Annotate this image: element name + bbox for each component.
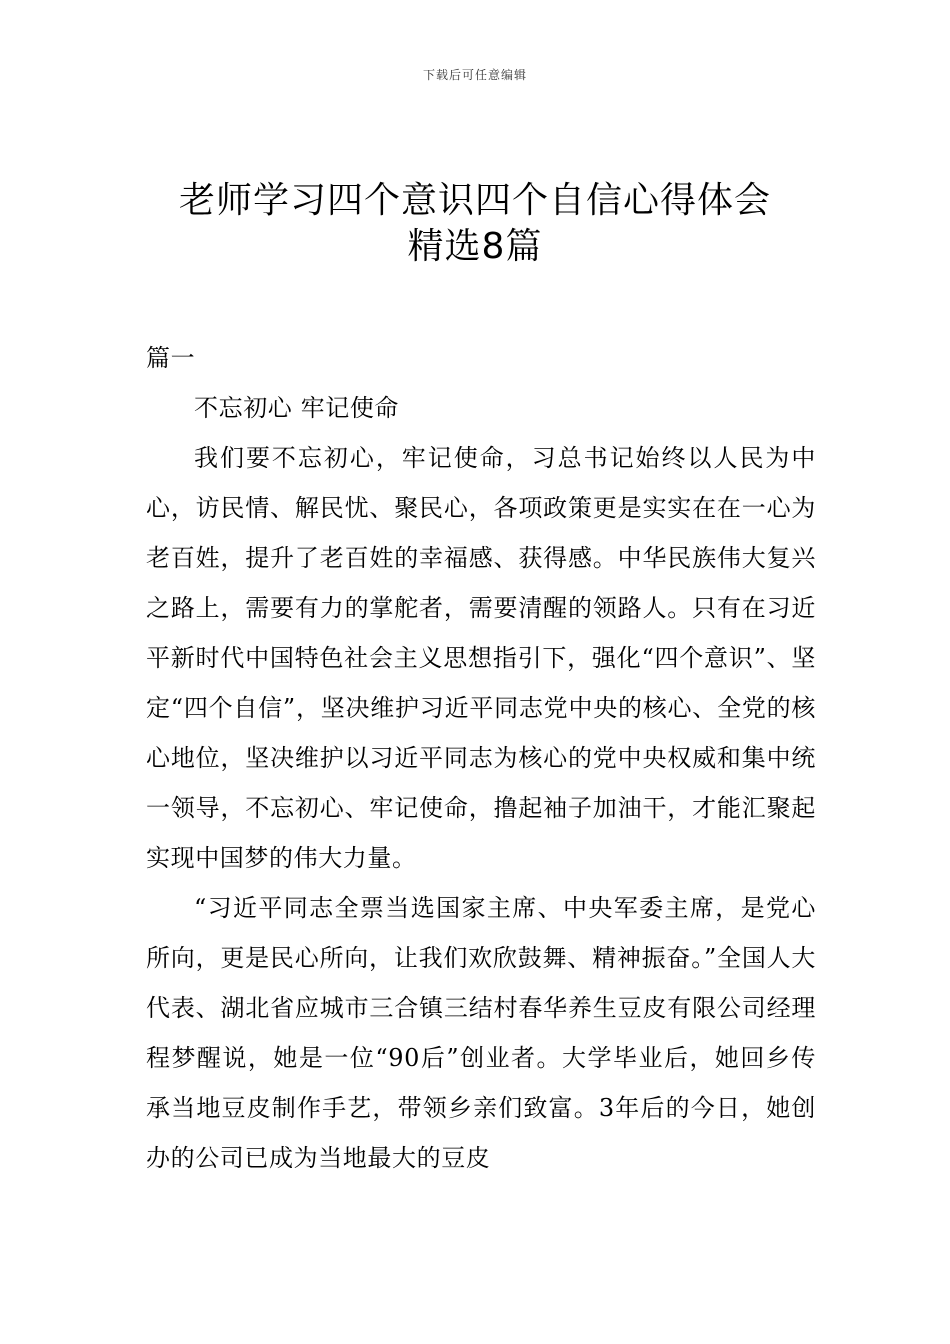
document-title [0,178,950,270]
section-label: 篇一 [146,344,196,372]
document-body [146,333,816,1183]
title-line-2: 精选8篇 [407,226,543,267]
paragraph-2: “习近平同志全票当选国家主席、中央军委主席，是党心所向，更是民心所向，让我们欢欣鼓舞、精神振奋。”全国人大代表、湖北省应城市三合镇三结村春华养生豆皮有限公司经理程梦醒说，她是一位“90后”创业者。大学毕业后，她回乡传承当地豆皮制作手艺，带领乡亲们致富。3年后的今日，她创办的公司已成为当地最大的豆皮 [146,894,816,1172]
paragraph-1: 我们要不忘初心，牢记使命，习总书记始终以人民为中心，访民情、解民忧、聚民心，各项政策更是实实在在一心为老百姓，提升了老百姓的幸福感、获得感。中华民族伟大复兴之路上，需要有力的掌舵者，需要清醒的领路人。只有在习近平新时代中国特色社会主义思想指引下，强化“四个意识”、坚定“四个自信”，坚决维护习近平同志党中央的核心、全党的核心地位，坚决维护以习近平同志为核心的党中央权威和集中统一领导，不忘初心、牢记使命，撸起袖子加油干，才能汇聚起实现中国梦的伟大力量。 [146,444,816,872]
header-note: 下载后可任意编辑 [422,68,527,82]
title-line-1: 老师学习四个意识四个自信心得体会 [178,180,771,221]
section-subheading: 不忘初心 牢记使命 [194,394,400,422]
